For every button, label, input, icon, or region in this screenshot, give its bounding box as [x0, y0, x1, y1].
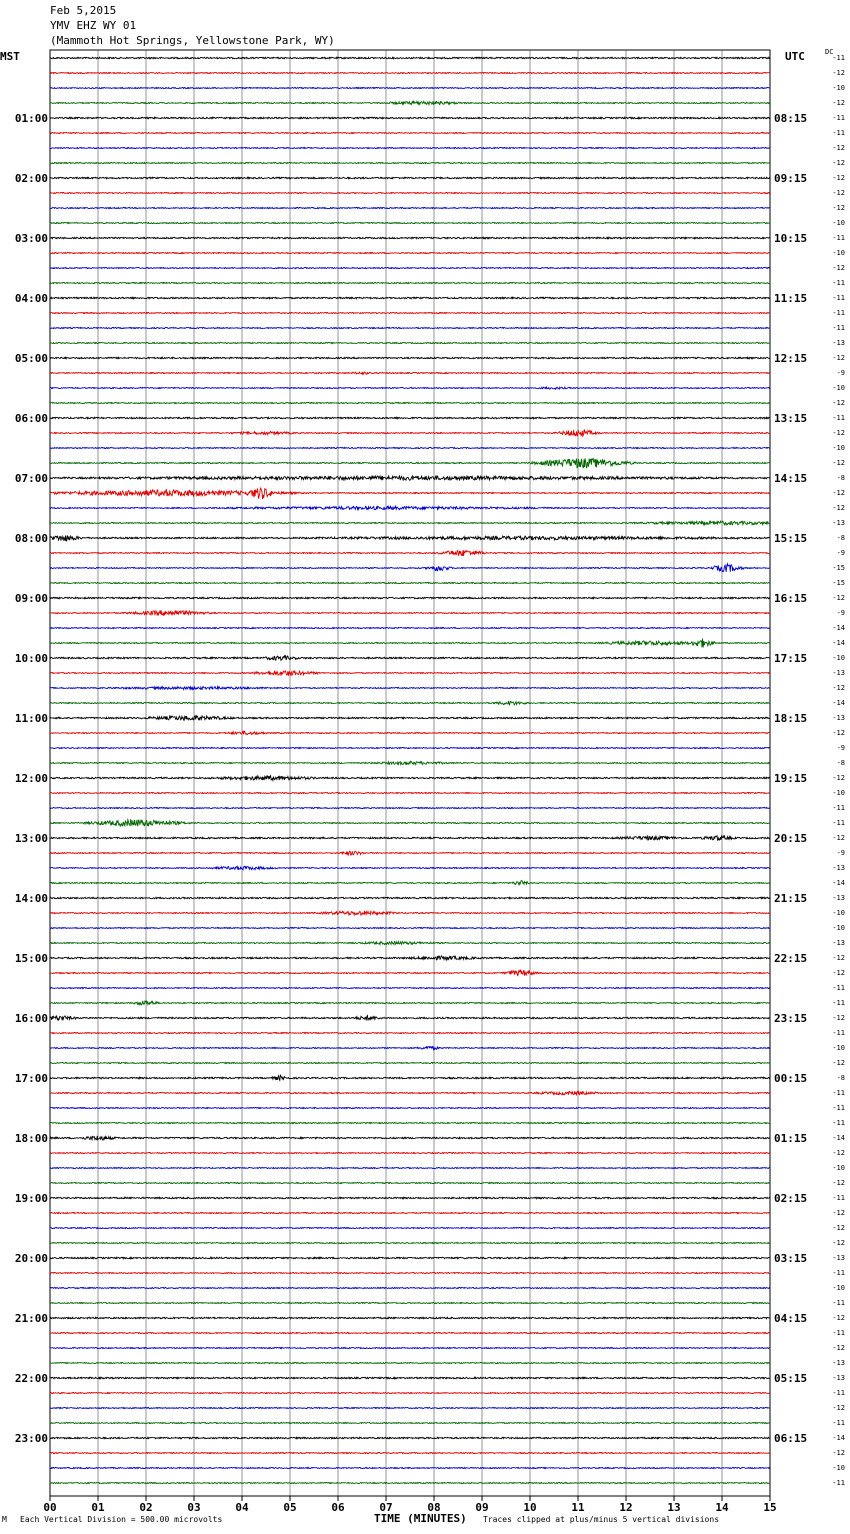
x-tick-label: 09	[475, 1501, 489, 1514]
hour-label-utc: 06:15	[774, 1432, 808, 1445]
seismic-trace	[50, 117, 770, 118]
dc-offset-label: -12	[832, 144, 845, 152]
dc-offset-label: -13	[832, 894, 845, 902]
hour-label-utc: 10:15	[774, 232, 808, 245]
hour-label-utc: 05:15	[774, 1372, 808, 1385]
dc-offset-label: -12	[832, 1314, 845, 1322]
dc-offset-label: -11	[832, 54, 845, 62]
hour-label-utc: 08:15	[774, 112, 808, 125]
seismic-trace	[50, 956, 770, 960]
header-station: YMV EHZ WY 01	[50, 19, 137, 32]
seismic-trace	[50, 521, 770, 525]
seismic-trace	[50, 403, 770, 404]
dc-offset-label: -12	[832, 774, 845, 782]
hour-label-utc: 13:15	[774, 412, 808, 425]
hour-label-utc: 00:15	[774, 1072, 808, 1085]
hour-label-utc: 02:15	[774, 1192, 808, 1205]
dc-offset-label: -12	[832, 1344, 845, 1352]
seismic-trace	[50, 1108, 770, 1109]
dc-offset-label: -15	[832, 564, 845, 572]
dc-offset-label: -11	[832, 1119, 845, 1127]
seismic-trace	[50, 328, 770, 329]
header-date: Feb 5,2015	[50, 4, 117, 17]
seismic-trace	[50, 88, 770, 89]
seismic-trace	[50, 1437, 770, 1438]
hour-label-mst: 10:00	[14, 652, 48, 665]
seismic-trace	[50, 1393, 770, 1394]
seismic-trace	[50, 1377, 770, 1378]
dc-offset-label: -12	[832, 354, 845, 362]
dc-offset-label: -12	[832, 1179, 845, 1187]
seismic-trace	[50, 133, 770, 134]
hour-label-mst: 11:00	[14, 712, 48, 725]
hour-label-utc: 04:15	[774, 1312, 808, 1325]
right-timezone-label: UTC	[785, 50, 805, 63]
seismic-trace	[50, 942, 770, 945]
dc-offset-label: -12	[832, 489, 845, 497]
seismic-trace	[50, 357, 770, 358]
seismic-trace	[50, 476, 770, 480]
dc-offset-label: -11	[832, 1269, 845, 1277]
hour-label-mst: 05:00	[14, 352, 48, 365]
seismic-trace	[50, 911, 770, 915]
x-tick-label: 14	[715, 1501, 729, 1514]
dc-offset-label: -11	[832, 804, 845, 812]
x-tick-label: 08	[427, 1501, 441, 1514]
dc-offset-label: -14	[832, 1134, 845, 1142]
seismic-trace	[50, 1228, 770, 1229]
hour-label-mst: 13:00	[14, 832, 48, 845]
dc-offset-label: -12	[832, 954, 845, 962]
hour-label-mst: 15:00	[14, 952, 48, 965]
seismic-trace	[50, 550, 770, 556]
seismic-trace	[50, 928, 770, 929]
seismic-trace	[50, 253, 770, 254]
hour-label-mst: 06:00	[14, 412, 48, 425]
seismic-trace	[50, 387, 770, 389]
seismic-trace	[50, 1408, 770, 1409]
seismic-trace	[50, 459, 770, 469]
seismic-trace	[50, 748, 770, 749]
dc-offset-label: -11	[832, 279, 845, 287]
seismic-trace	[50, 866, 770, 870]
seismic-trace	[50, 808, 770, 809]
dc-offset-label: -12	[832, 1404, 845, 1412]
seismic-trace	[50, 417, 770, 418]
seismic-trace	[50, 101, 770, 104]
dc-offset-label: -10	[832, 924, 845, 932]
dc-offset-label: -12	[832, 504, 845, 512]
hour-label-mst: 18:00	[14, 1132, 48, 1145]
seismic-trace	[50, 1453, 770, 1454]
dc-offset-label: -10	[832, 909, 845, 917]
seismic-trace	[50, 1213, 770, 1214]
dc-offset-label: -9	[836, 549, 845, 557]
seismic-trace	[50, 193, 770, 194]
seismic-trace	[50, 1333, 770, 1334]
dc-offset-label: -13	[832, 519, 845, 527]
hour-label-utc: 20:15	[774, 832, 808, 845]
dc-offset-label: -10	[832, 1044, 845, 1052]
seismic-trace	[50, 1123, 770, 1124]
seismic-trace	[50, 1001, 770, 1005]
hour-label-mst: 04:00	[14, 292, 48, 305]
dc-offset-label: -12	[832, 729, 845, 737]
hour-label-utc: 11:15	[774, 292, 808, 305]
hour-label-mst: 03:00	[14, 232, 48, 245]
seismic-trace	[50, 836, 770, 840]
hour-label-utc: 19:15	[774, 772, 808, 785]
seismic-trace	[50, 1468, 770, 1469]
hour-label-mst: 01:00	[14, 112, 48, 125]
dc-offset-label: -14	[832, 639, 845, 647]
dc-offset-label: -12	[832, 1239, 845, 1247]
dc-offset-label: -13	[832, 1359, 845, 1367]
seismic-trace	[50, 1197, 770, 1198]
seismic-trace	[50, 283, 770, 284]
x-tick-label: 03	[187, 1501, 201, 1514]
dc-offset-label: -8	[836, 1074, 845, 1082]
seismic-trace	[50, 1091, 770, 1095]
seismic-trace	[50, 564, 770, 572]
dc-offset-label: -12	[832, 1014, 845, 1022]
dc-offset-label: -13	[832, 939, 845, 947]
seismic-trace	[50, 1243, 770, 1244]
seismic-trace	[50, 313, 770, 314]
dc-offset-label: -12	[832, 834, 845, 842]
seismic-trace	[50, 177, 770, 178]
dc-offset-label: -13	[832, 339, 845, 347]
x-tick-label: 15	[763, 1501, 777, 1514]
x-tick-label: 05	[283, 1501, 297, 1514]
seismic-trace	[50, 628, 770, 629]
dc-offset-label: -12	[832, 99, 845, 107]
dc-offset-header: DC	[825, 48, 834, 56]
dc-offset-label: -8	[836, 474, 845, 482]
dc-offset-label: -11	[832, 414, 845, 422]
hour-label-mst: 20:00	[14, 1252, 48, 1265]
hour-label-utc: 21:15	[774, 892, 808, 905]
dc-offset-label: -11	[832, 1299, 845, 1307]
dc-offset-label: -12	[832, 204, 845, 212]
seismic-trace	[50, 1317, 770, 1318]
dc-offset-label: -12	[832, 594, 845, 602]
seismic-trace	[50, 237, 770, 238]
dc-offset-label: -12	[832, 684, 845, 692]
seismic-trace	[50, 163, 770, 164]
hour-label-utc: 23:15	[774, 1012, 808, 1025]
hour-label-mst: 09:00	[14, 592, 48, 605]
seismic-trace	[50, 1273, 770, 1274]
dc-offset-label: -11	[832, 819, 845, 827]
x-tick-label: 12	[619, 1501, 633, 1514]
seismic-trace	[50, 268, 770, 269]
seismic-trace	[50, 506, 770, 509]
seismic-trace	[50, 761, 770, 764]
dc-offset-label: -14	[832, 879, 845, 887]
x-tick-label: 02	[139, 1501, 153, 1514]
seismic-trace	[50, 1168, 770, 1169]
dc-offset-label: -12	[832, 1209, 845, 1217]
seismic-trace	[50, 372, 770, 374]
seismic-trace	[50, 430, 770, 436]
x-tick-label: 06	[331, 1501, 345, 1514]
hour-label-utc: 16:15	[774, 592, 808, 605]
seismic-trace	[50, 1063, 770, 1064]
seismic-trace	[50, 597, 770, 598]
hour-label-mst: 23:00	[14, 1432, 48, 1445]
dc-offset-label: -9	[836, 849, 845, 857]
seismic-trace	[50, 793, 770, 794]
dc-offset-label: -11	[832, 324, 845, 332]
hour-label-utc: 18:15	[774, 712, 808, 725]
footer-mark: M	[2, 1515, 7, 1524]
dc-offset-label: -14	[832, 1434, 845, 1442]
seismic-trace	[50, 1483, 770, 1484]
dc-offset-label: -12	[832, 69, 845, 77]
hour-label-mst: 12:00	[14, 772, 48, 785]
seismic-trace	[50, 148, 770, 149]
hour-label-utc: 03:15	[774, 1252, 808, 1265]
seismic-trace	[50, 583, 770, 584]
seismic-trace	[50, 1348, 770, 1349]
dc-offset-label: -10	[832, 384, 845, 392]
dc-offset-label: -9	[836, 744, 845, 752]
dc-offset-label: -11	[832, 294, 845, 302]
dc-offset-label: -8	[836, 534, 845, 542]
seismic-trace	[50, 1136, 770, 1140]
x-tick-label: 13	[667, 1501, 681, 1514]
dc-offset-label: -11	[832, 309, 845, 317]
dc-offset-label: -13	[832, 1254, 845, 1262]
hour-label-mst: 17:00	[14, 1072, 48, 1085]
dc-offset-label: -11	[832, 1419, 845, 1427]
seismic-trace	[50, 73, 770, 74]
seismic-trace	[50, 1423, 770, 1424]
hour-label-mst: 08:00	[14, 532, 48, 545]
footer-scale: Each Vertical Division = 500.00 microvolts	[20, 1515, 223, 1524]
hour-label-mst: 19:00	[14, 1192, 48, 1205]
hour-label-mst: 07:00	[14, 472, 48, 485]
seismic-trace	[50, 1303, 770, 1304]
dc-offset-label: -13	[832, 714, 845, 722]
seismic-trace	[50, 701, 770, 705]
dc-offset-label: -11	[832, 984, 845, 992]
hour-label-utc: 09:15	[774, 172, 808, 185]
dc-offset-label: -12	[832, 1224, 845, 1232]
seismic-trace	[50, 970, 770, 976]
seismic-trace	[50, 820, 770, 827]
dc-offset-label: -11	[832, 1029, 845, 1037]
x-tick-label: 04	[235, 1501, 249, 1514]
x-axis-title: TIME (MINUTES)	[374, 1512, 467, 1525]
dc-offset-label: -11	[832, 1389, 845, 1397]
x-tick-label: 07	[379, 1501, 393, 1514]
dc-offset-label: -11	[832, 114, 845, 122]
seismic-trace	[50, 223, 770, 224]
dc-offset-label: -12	[832, 159, 845, 167]
hour-label-utc: 01:15	[774, 1132, 808, 1145]
seismic-trace	[50, 687, 770, 690]
dc-offset-label: -13	[832, 864, 845, 872]
seismic-trace	[50, 731, 770, 734]
hour-label-mst: 21:00	[14, 1312, 48, 1325]
dc-offset-label: -11	[832, 1479, 845, 1487]
hour-label-mst: 02:00	[14, 172, 48, 185]
dc-offset-label: -12	[832, 459, 845, 467]
dc-offset-label: -14	[832, 699, 845, 707]
seismic-trace	[50, 448, 770, 449]
dc-offset-label: -12	[832, 1449, 845, 1457]
hour-label-utc: 12:15	[774, 352, 808, 365]
x-tick-label: 10	[523, 1501, 537, 1514]
dc-offset-label: -13	[832, 1374, 845, 1382]
seismic-trace	[50, 1153, 770, 1154]
seismic-trace	[50, 639, 770, 648]
hour-label-utc: 17:15	[774, 652, 808, 665]
hour-label-utc: 22:15	[774, 952, 808, 965]
dc-offset-label: -11	[832, 1104, 845, 1112]
seismic-trace	[50, 776, 770, 781]
dc-offset-label: -10	[832, 654, 845, 662]
dc-offset-label: -10	[832, 444, 845, 452]
hour-label-mst: 16:00	[14, 1012, 48, 1025]
seismic-trace	[50, 897, 770, 898]
seismic-trace	[50, 611, 770, 616]
dc-offset-label: -10	[832, 1164, 845, 1172]
dc-offset-label: -11	[832, 1089, 845, 1097]
hour-label-utc: 14:15	[774, 472, 808, 485]
seismic-trace	[50, 1033, 770, 1034]
seismic-trace	[50, 1075, 770, 1080]
seismic-trace	[50, 297, 770, 298]
x-tick-label: 11	[571, 1501, 585, 1514]
seismic-trace	[50, 57, 770, 58]
dc-offset-label: -9	[836, 609, 845, 617]
dc-offset-label: -13	[832, 669, 845, 677]
dc-offset-label: -10	[832, 1284, 845, 1292]
dc-offset-label: -12	[832, 1149, 845, 1157]
dc-offset-label: -10	[832, 249, 845, 257]
dc-offset-label: -12	[832, 174, 845, 182]
seismic-trace	[50, 716, 770, 720]
seismic-trace	[50, 851, 770, 855]
dc-offset-label: -12	[832, 189, 845, 197]
left-timezone-label: MST	[0, 50, 20, 63]
seismic-trace	[50, 1363, 770, 1364]
dc-offset-label: -10	[832, 84, 845, 92]
seismic-trace	[50, 656, 770, 661]
seismic-trace	[50, 343, 770, 344]
dc-offset-label: -8	[836, 759, 845, 767]
hour-label-mst: 22:00	[14, 1372, 48, 1385]
hour-label-utc: 15:15	[774, 532, 808, 545]
x-tick-label: 01	[91, 1501, 105, 1514]
hour-label-mst: 14:00	[14, 892, 48, 905]
dc-offset-label: -12	[832, 1059, 845, 1067]
dc-offset-label: -11	[832, 999, 845, 1007]
seismic-trace	[50, 1183, 770, 1184]
dc-offset-label: -10	[832, 1464, 845, 1472]
seismic-trace	[50, 1047, 770, 1050]
seismic-trace	[50, 1016, 770, 1021]
dc-offset-label: -14	[832, 624, 845, 632]
dc-offset-label: -11	[832, 1194, 845, 1202]
dc-offset-label: -12	[832, 399, 845, 407]
seismic-trace	[50, 671, 770, 676]
plot-frame	[50, 50, 770, 1496]
footer-clip-note: Traces clipped at plus/minus 5 vertical divisions	[483, 1515, 720, 1524]
seismic-trace	[50, 880, 770, 884]
dc-offset-label: -12	[832, 429, 845, 437]
seismic-trace	[50, 1288, 770, 1289]
header-location: (Mammoth Hot Springs, Yellowstone Park, WY)	[50, 34, 335, 47]
seismic-trace	[50, 208, 770, 209]
seismic-trace	[50, 488, 770, 499]
dc-offset-label: -10	[832, 219, 845, 227]
seismic-trace	[50, 988, 770, 989]
x-tick-label: 00	[43, 1501, 57, 1514]
dc-offset-label: -11	[832, 234, 845, 242]
seismic-trace	[50, 1257, 770, 1258]
dc-offset-label: -9	[836, 369, 845, 377]
dc-offset-label: -11	[832, 1329, 845, 1337]
dc-offset-label: -12	[832, 264, 845, 272]
seismic-trace	[50, 535, 770, 541]
dc-offset-label: -15	[832, 579, 845, 587]
dc-offset-label: -11	[832, 129, 845, 137]
dc-offset-label: -10	[832, 789, 845, 797]
dc-offset-label: -12	[832, 969, 845, 977]
